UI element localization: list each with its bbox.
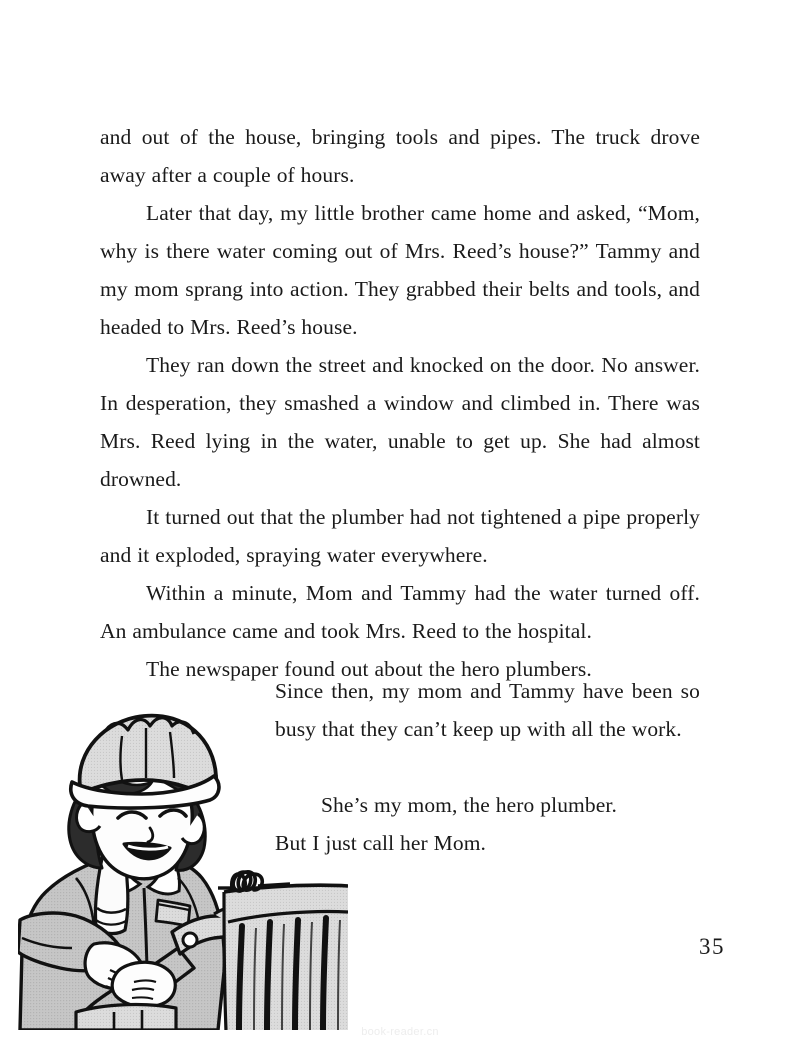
- paragraph-1: and out of the house, bringing tools and pipes. The truck drove away after a couple of hours.: [100, 125, 700, 187]
- paragraph-5: Within a minute, Mom and Tammy had the water turned off. An ambulance came and took Mrs. Reed to the hospital.: [100, 581, 700, 643]
- paragraph-4: It turned out that the plumber had not tightened a pipe properly and it exploded, spraying water everywhere.: [100, 505, 700, 567]
- closing-line-1: She’s my mom, the hero plumber.: [321, 793, 617, 817]
- illustration-woman-plumber: [18, 682, 348, 1030]
- page-number: 35: [699, 934, 725, 959]
- closing-line-2: But I just call her Mom.: [275, 831, 487, 855]
- paragraph-2: Later that day, my little brother came home and asked, “Mom, why is there water coming out of Mrs. Reed’s house?” Tammy and my mom sprang into action. They grabbed their belts and tools, and headed to Mrs. Reed’s house.: [100, 201, 700, 339]
- paragraph-3: They ran down the street and knocked on the door. No answer. In desperation, they smashed a window and climbed in. There was Mrs. Reed lying in the water, unable to get up. She had almost drowned.: [100, 353, 700, 491]
- radiator: [218, 872, 348, 1030]
- hard-hat: [71, 716, 219, 808]
- plumber-illustration-svg: [18, 682, 348, 1030]
- body-text-column: [100, 118, 700, 688]
- paragraph-6: The newspaper found out about the hero plumbers.: [146, 657, 592, 681]
- plumber-right-hand: [112, 962, 175, 1007]
- tool-belt: [76, 1005, 176, 1030]
- watermark: book-reader.cn: [361, 1026, 439, 1038]
- paragraph-7: Since then, my mom and Tammy have been so busy that they can’t keep up with all the work.: [275, 679, 700, 741]
